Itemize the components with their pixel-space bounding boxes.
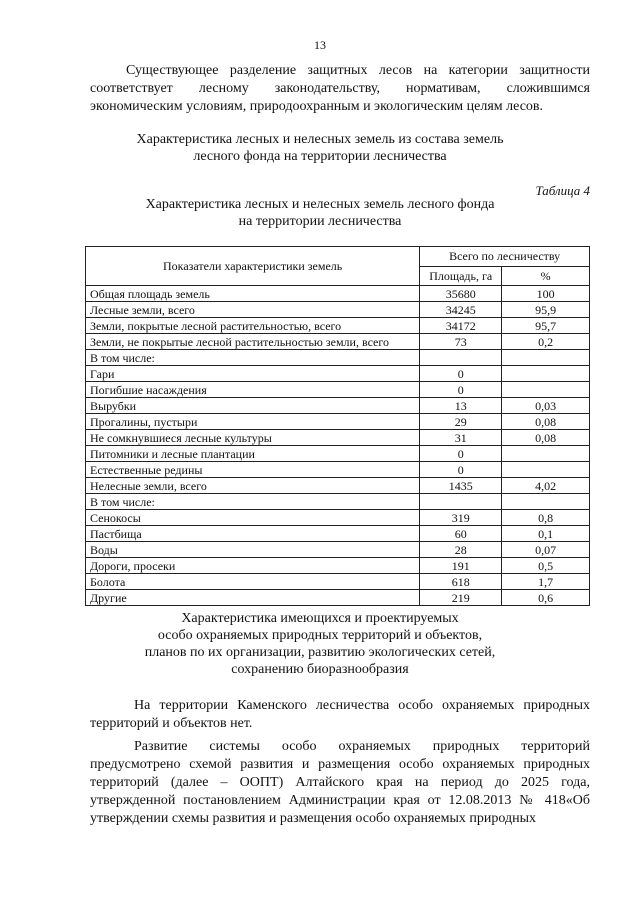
table-row (86, 462, 590, 478)
row-percent-cell: 0,8 (502, 510, 590, 526)
paragraph-protected-areas-development: Развитие системы особо охраняемых природных территорий предусмотрено схемой развития и размещения особо охраняемых природных территорий (далее – ООПТ) Алтайского края на период до 2025 года, утвержденной постановлением Администрации края от 12.08.2013 № 418«Об утверждении схемы развития и размещения особо охраняемых природных (90, 739, 590, 826)
row-percent-cell (502, 382, 590, 398)
table-row (86, 430, 590, 446)
row-percent-cell: 0,08 (502, 430, 590, 446)
section2-heading (0, 610, 640, 678)
table-body (86, 286, 590, 606)
row-area-cell (420, 494, 502, 510)
row-name-cell: Погибшие насаждения (86, 382, 420, 398)
row-name-cell: Болота (86, 574, 420, 590)
section1-heading-line1: Характеристика лесных и нелесных земель из состава земель (136, 132, 504, 147)
table-row (86, 558, 590, 574)
row-area-cell: 319 (420, 510, 502, 526)
section2-heading-line3: планов по их организации, развитию экологических сетей, (144, 645, 496, 660)
row-percent-cell: 0,08 (502, 414, 590, 430)
row-area-cell: 34245 (420, 302, 502, 318)
table-row (86, 526, 590, 542)
table-row (86, 510, 590, 526)
table-row (86, 334, 590, 350)
row-percent-cell: 0,2 (502, 334, 590, 350)
row-percent-cell (502, 350, 590, 366)
paragraph-no-protected-areas: На территории Каменского лесничества особо охраняемых природных территорий и объектов нет. (90, 698, 590, 731)
row-area-cell: 73 (420, 334, 502, 350)
row-name-cell: Воды (86, 542, 420, 558)
table-row (86, 414, 590, 430)
section2-heading-line2: особо охраняемых природных территорий и объектов, (157, 628, 483, 643)
row-area-cell (420, 350, 502, 366)
table-row (86, 382, 590, 398)
row-name-cell: Лесные земли, всего (86, 302, 420, 318)
row-area-cell: 191 (420, 558, 502, 574)
row-area-cell: 13 (420, 398, 502, 414)
row-percent-cell: 95,9 (502, 302, 590, 318)
intro-paragraph: Существующее разделение защитных лесов на категории защитности соответствует лесному законодательству, нормативам, сложившимся экономическим условиям, природоохранным и экологическим целям лесов. (90, 63, 590, 114)
land-characteristics-table (85, 246, 590, 606)
row-percent-cell: 0,03 (502, 398, 590, 414)
row-area-cell: 28 (420, 542, 502, 558)
row-name-cell: Естественные редины (86, 462, 420, 478)
table-row (86, 478, 590, 494)
table-title-line2: на территории лесничества (238, 214, 402, 229)
row-name-cell: Прогалины, пустыри (86, 414, 420, 430)
row-percent-cell: 0,6 (502, 590, 590, 606)
row-area-cell: 0 (420, 366, 502, 382)
section2-heading-line4: сохранению биоразнообразия (231, 662, 409, 677)
row-name-cell: Другие (86, 590, 420, 606)
row-name-cell: В том числе: (86, 350, 420, 366)
table-title-line1: Характеристика лесных и нелесных земель лесного фонда (145, 197, 495, 212)
row-area-cell: 60 (420, 526, 502, 542)
row-name-cell: В том числе: (86, 494, 420, 510)
row-name-cell: Нелесные земли, всего (86, 478, 420, 494)
table-number: Таблица 4 (535, 183, 590, 198)
row-percent-cell: 100 (502, 286, 590, 302)
section1-heading (0, 131, 640, 165)
row-percent-cell: 0,07 (502, 542, 590, 558)
table-row (86, 494, 590, 510)
row-name-cell: Вырубки (86, 398, 420, 414)
row-name-cell: Сенокосы (86, 510, 420, 526)
row-percent-cell: 0,1 (502, 526, 590, 542)
row-name-cell: Гари (86, 366, 420, 382)
table-row (86, 590, 590, 606)
row-name-cell: Земли, не покрытые лесной растительностью земли, всего (86, 334, 420, 350)
header-area: Площадь, га (420, 266, 502, 286)
row-percent-cell (502, 494, 590, 510)
row-area-cell: 618 (420, 574, 502, 590)
row-percent-cell: 1,7 (502, 574, 590, 590)
row-percent-cell: 0,5 (502, 558, 590, 574)
page-number: 13 (314, 38, 326, 52)
row-area-cell: 0 (420, 382, 502, 398)
row-area-cell: 35680 (420, 286, 502, 302)
row-name-cell: Пастбища (86, 526, 420, 542)
header-indicator: Показатели характеристики земель (86, 247, 420, 286)
section2-heading-line1: Характеристика имеющихся и проектируемых (181, 611, 459, 626)
row-percent-cell (502, 366, 590, 382)
table-row (86, 350, 590, 366)
table-row (86, 302, 590, 318)
row-percent-cell (502, 462, 590, 478)
row-area-cell: 219 (420, 590, 502, 606)
row-name-cell: Не сомкнувшиеся лесные культуры (86, 430, 420, 446)
table-row (86, 286, 590, 302)
row-area-cell: 31 (420, 430, 502, 446)
row-area-cell: 29 (420, 414, 502, 430)
table-row (86, 574, 590, 590)
row-name-cell: Питомники и лесные плантации (86, 446, 420, 462)
row-name-cell: Земли, покрытые лесной растительностью, всего (86, 318, 420, 334)
row-area-cell: 0 (420, 462, 502, 478)
row-percent-cell (502, 446, 590, 462)
row-area-cell: 0 (420, 446, 502, 462)
row-name-cell: Общая площадь земель (86, 286, 420, 302)
table-row (86, 542, 590, 558)
header-total: Всего по лесничеству (420, 247, 590, 267)
table-row (86, 366, 590, 382)
row-percent-cell: 95,7 (502, 318, 590, 334)
table-row (86, 398, 590, 414)
row-name-cell: Дороги, просеки (86, 558, 420, 574)
row-area-cell: 1435 (420, 478, 502, 494)
table-row (86, 446, 590, 462)
header-percent: % (502, 266, 590, 286)
table-title (0, 196, 640, 230)
table-row (86, 318, 590, 334)
section1-heading-line2: лесного фонда на территории лесничества (193, 149, 447, 164)
row-percent-cell: 4,02 (502, 478, 590, 494)
row-area-cell: 34172 (420, 318, 502, 334)
